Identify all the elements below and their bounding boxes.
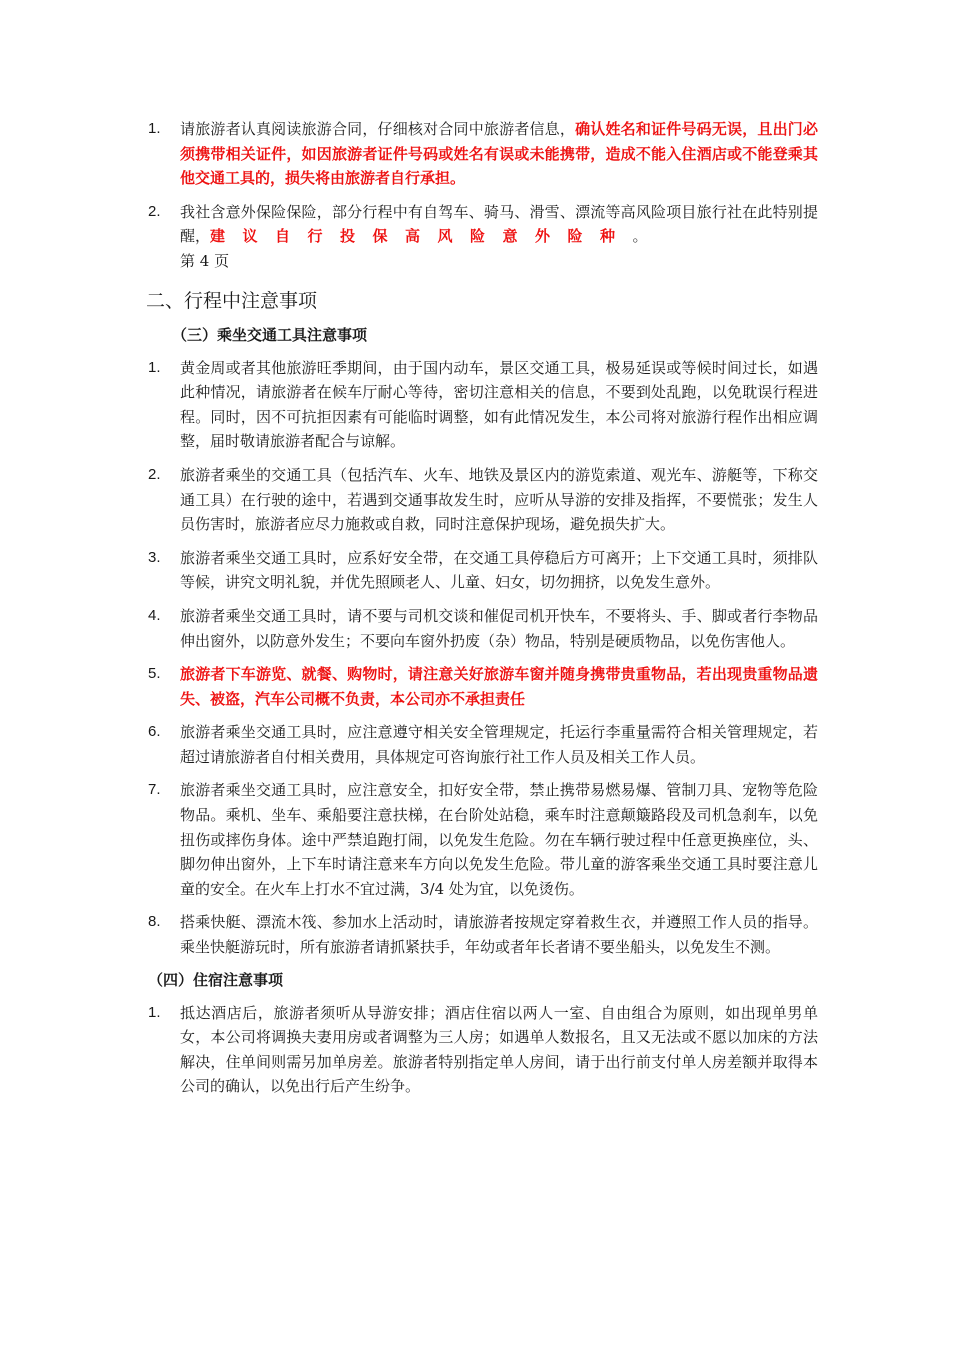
transport-item	[146, 604, 818, 653]
note-text-end: 。	[632, 227, 648, 246]
item-text: 搭乘快艇、漂流木筏、参加水上活动时，请旅游者按规定穿着救生衣，并遵照工作人员的指导。乘坐快艇游玩时，所有旅游者请抓紧扶手，年幼或者年长者请不要坐船头，以免发生不测。	[180, 913, 818, 957]
note-text: 我社含意外保险保险，部分行程中有自驾车、骑马、滑雪、漂流等高风险项目旅行社在此特别提醒，	[180, 202, 818, 246]
transport-item	[146, 720, 818, 769]
item-number: 7.	[148, 781, 161, 799]
item-number: 1.	[148, 120, 161, 137]
item-number: 2.	[148, 202, 161, 220]
lodging-list	[146, 1001, 818, 1099]
item-text: 黄金周或者其他旅游旺季期间，由于国内动车，景区交通工具，极易延误或等候时间过长，如遇此种情况，请旅游者在候车厅耐心等待，密切注意相关的信息，不要到处乱跑，以免耽误行程进程。同时，因不可抗拒因素有可能临时调整，如有此情况发生，本公司将对旅游行程作出相应调整，届时敬请旅游者配合与谅解。	[180, 358, 818, 451]
item-number: 5.	[148, 665, 161, 683]
transport-heading: （三）乘坐交通工具注意事项	[172, 325, 368, 344]
item-text: 旅游者乘坐的交通工具（包括汽车、火车、地铁及景区内的游览索道、观光车、游艇等，下称交通工具）在行驶的途中，若遇到交通事故发生时，应听从导游的安排及指挥，不要慌张；发生人员伤害时，旅游者应尽力施救或自救，同时注意保护现场，避免损失扩大。	[180, 465, 818, 534]
item-text: 旅游者乘坐交通工具时，请不要与司机交谈和催促司机开快车，不要将头、手、脚或者行李物品伸出窗外，以防意外发生；不要向车窗外扔废（杂）物品，特别是硬质物品，以免伤害他人。	[180, 606, 818, 650]
transport-list	[146, 356, 818, 960]
note-item-2	[146, 200, 818, 274]
transport-item	[146, 546, 818, 595]
item-text: 旅游者乘坐交通工具时，应注意遵守相关安全管理规定，托运行李重量需符合相关管理规定，若超过请旅游者自付相关费用，具体规定可咨询旅行社工作人员及相关工作人员。	[180, 723, 818, 766]
item-number: 1.	[148, 1003, 161, 1021]
item-number: 6.	[148, 723, 161, 741]
note-text: 请旅游者认真阅读旅游合同，仔细核对合同中旅游者信息，	[180, 120, 576, 138]
page-number: 第 4 页	[180, 251, 230, 270]
note-warning-text: 确认姓名和证件号码无误，且出门必须携带相关证件，如因旅游者证件号码或姓名有误或未能携带，造成不能入住酒店或不能登乘其他交通工具的，损失将由旅游者自行承担。	[180, 120, 818, 188]
item-text: 抵达酒店后，旅游者须听从导游安排；酒店住宿以两人一室、自由组合为原则，如出现单男单女，本公司将调换夫妻用房或者调整为三人房；如遇单人数报名，且又无法或不愿以加床的方法解决，住单间则需另加单房差。旅游者特别指定单人房间，请于出行前支付单人房差额并取得本公司的确认，以免出行后产生纷争。	[180, 1003, 818, 1096]
lodging-heading: （四）住宿注意事项	[148, 970, 284, 989]
note-item-1	[146, 117, 818, 191]
item-text: 旅游者乘坐交通工具时，应系好安全带，在交通工具停稳后方可离开；上下交通工具时，须排队等候，讲究文明礼貌，并优先照顾老人、儿童、妇女，切勿拥挤，以免发生意外。	[180, 548, 818, 592]
item-number: 2.	[148, 465, 161, 483]
note-warning-text: 建议自行投保高风险意外险种	[210, 227, 633, 246]
transport-item	[146, 910, 818, 959]
item-warning-text: 旅游者下车游览、就餐、购物时，请注意关好旅游车窗并随身携带贵重物品，若出现贵重物品遗失、被盗，汽车公司概不负责，本公司亦不承担责任	[180, 665, 818, 708]
transport-item	[146, 662, 818, 711]
transport-item	[146, 463, 818, 537]
item-number: 1.	[148, 358, 161, 376]
item-number: 8.	[148, 913, 161, 931]
lodging-item	[146, 1001, 818, 1099]
transport-item	[146, 356, 818, 454]
transport-item	[146, 778, 818, 901]
section-title: 二、行程中注意事项	[146, 289, 318, 312]
item-number: 4.	[148, 606, 161, 624]
item-text: 旅游者乘坐交通工具时，应注意安全，扣好安全带，禁止携带易燃易爆、管制刀具、宠物等危险物品。乘机、坐车、乘船要注意扶梯，在台阶处站稳，乘车时注意颠簸路段及司机急刹车，以免扭伤或摔伤身体。途中严禁追跑打闹，以免发生危险。勿在车辆行驶过程中任意更换座位，头、脚勿伸出窗外，上下车时请注意来车方向以免发生危险。带儿童的游客乘坐交通工具时要注意儿童的安全。在火车上打水不宜过满，3/4 处为宜，以免烫伤。	[180, 781, 818, 898]
document-content	[146, 117, 818, 1108]
item-number: 3.	[148, 548, 161, 566]
